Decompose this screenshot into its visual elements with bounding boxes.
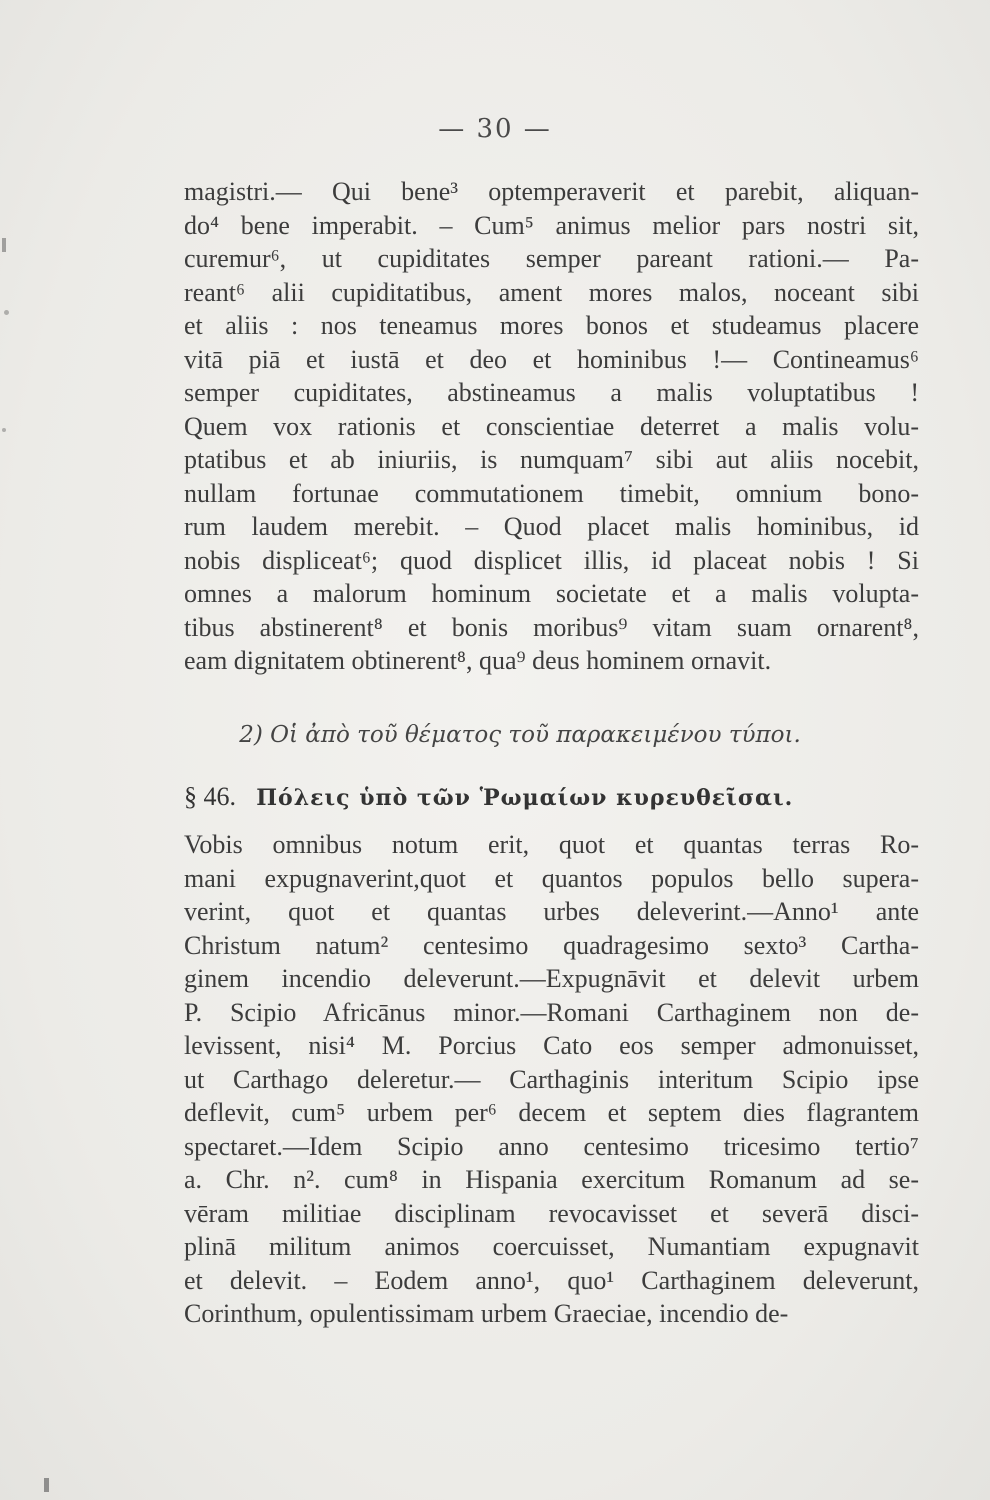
paragraph-2	[184, 828, 919, 1331]
text-line: Christum natum² centesimo quadragesimo sexto³ Cartha-	[184, 930, 919, 960]
text-line: eam dignitatem obtinerent⁸, qua⁹ deus hominem ornavit.	[184, 646, 772, 675]
text-line: Quem vox rationis et conscientiae deterret a malis volu-	[184, 411, 919, 441]
text-line: deflevit, cum⁵ urbem per⁶ decem et septem dies flagrantem	[184, 1098, 919, 1127]
text-line: Vobis omnibus notum erit, quot et quantas terras Ro-	[184, 830, 919, 859]
section-number: § 46.	[184, 782, 236, 811]
text-line: vēram militiae disciplinam revocavisset et severā disci-	[184, 1198, 919, 1228]
text-line: omnes a malorum hominum societate et a malis volupta-	[184, 579, 919, 608]
text-line: nobis displiceat⁶; quod displicet illis, id placeat nobis ! Si	[184, 545, 919, 575]
text-line: verint, quot et quantas urbes deleverint.—Anno¹ ante	[184, 897, 919, 926]
text-line: mani expugnaverint,quot et quantos populos bello supera-	[184, 863, 919, 893]
subheading-greek: 2) Οἱ ἀπὸ τοῦ θέματος τοῦ παρακειμένου τύποι.	[239, 722, 801, 748]
paragraph-1	[184, 175, 919, 678]
section-heading	[184, 782, 919, 812]
text-line: a. Chr. n². cum⁸ in Hispania exercitum Romanum ad se-	[184, 1165, 919, 1194]
text-line: curemur⁶, ut cupiditates semper pareant rationi.— Pa-	[184, 244, 919, 273]
scan-mark	[2, 428, 6, 432]
scan-mark	[2, 238, 6, 252]
text-line: P. Scipio Africānus minor.—Romani Carthaginem non de-	[184, 997, 919, 1027]
text-line: et delevit. – Eodem anno¹, quo¹ Carthaginem deleverunt,	[184, 1265, 919, 1295]
text-line: spectaret.—Idem Scipio anno centesimo tricesimo tertio⁷	[184, 1131, 919, 1161]
text-line: rum laudem merebit. – Quod placet malis hominibus, id	[184, 512, 919, 541]
text-line: reant⁶ alii cupiditatibus, ament mores malos, noceant sibi	[184, 277, 919, 307]
text-line: do⁴ bene imperabit. – Cum⁵ animus melior pars nostri sit,	[184, 210, 919, 240]
text-line: tibus abstinerent⁸ et bonis moribus⁹ vitam suam ornarent⁸,	[184, 612, 919, 642]
text-line: plinā militum animos coercuisset, Numantiam expugnavit	[184, 1232, 919, 1261]
text-line: ut Carthago deleretur.— Carthaginis interitum Scipio ipse	[184, 1064, 919, 1094]
text-line: et aliis : nos teneamus mores bonos et studeamus placere	[184, 311, 919, 340]
text-line: magistri.— Qui bene³ optemperaverit et parebit, aliquan-	[184, 177, 919, 206]
section-title: Πόλεις ὑπὸ τῶν Ῥωμαίων κυρευθεῖσαι.	[256, 785, 794, 811]
scan-mark	[4, 310, 9, 315]
text-line: levissent, nisi⁴ M. Porcius Cato eos semper admonuisset,	[184, 1031, 919, 1060]
text-line: nullam fortunae commutationem timebit, omnium bono-	[184, 478, 919, 508]
page-number: — 30 —	[438, 114, 552, 144]
text-line: ptatibus et ab iniuriis, is numquam⁷ sibi aut aliis nocebit,	[184, 445, 919, 474]
text-line: vitā piā et iustā et deo et hominibus !— Contineamus⁶	[184, 344, 919, 374]
text-line: ginem incendio deleverunt.—Expugnāvit et delevit urbem	[184, 964, 919, 993]
text-line: Corinthum, opulentissimam urbem Graeciae, incendio de-	[184, 1299, 789, 1328]
scan-mark	[44, 1478, 49, 1492]
text-line: semper cupiditates, abstineamus a malis voluptatibus !	[184, 378, 919, 407]
